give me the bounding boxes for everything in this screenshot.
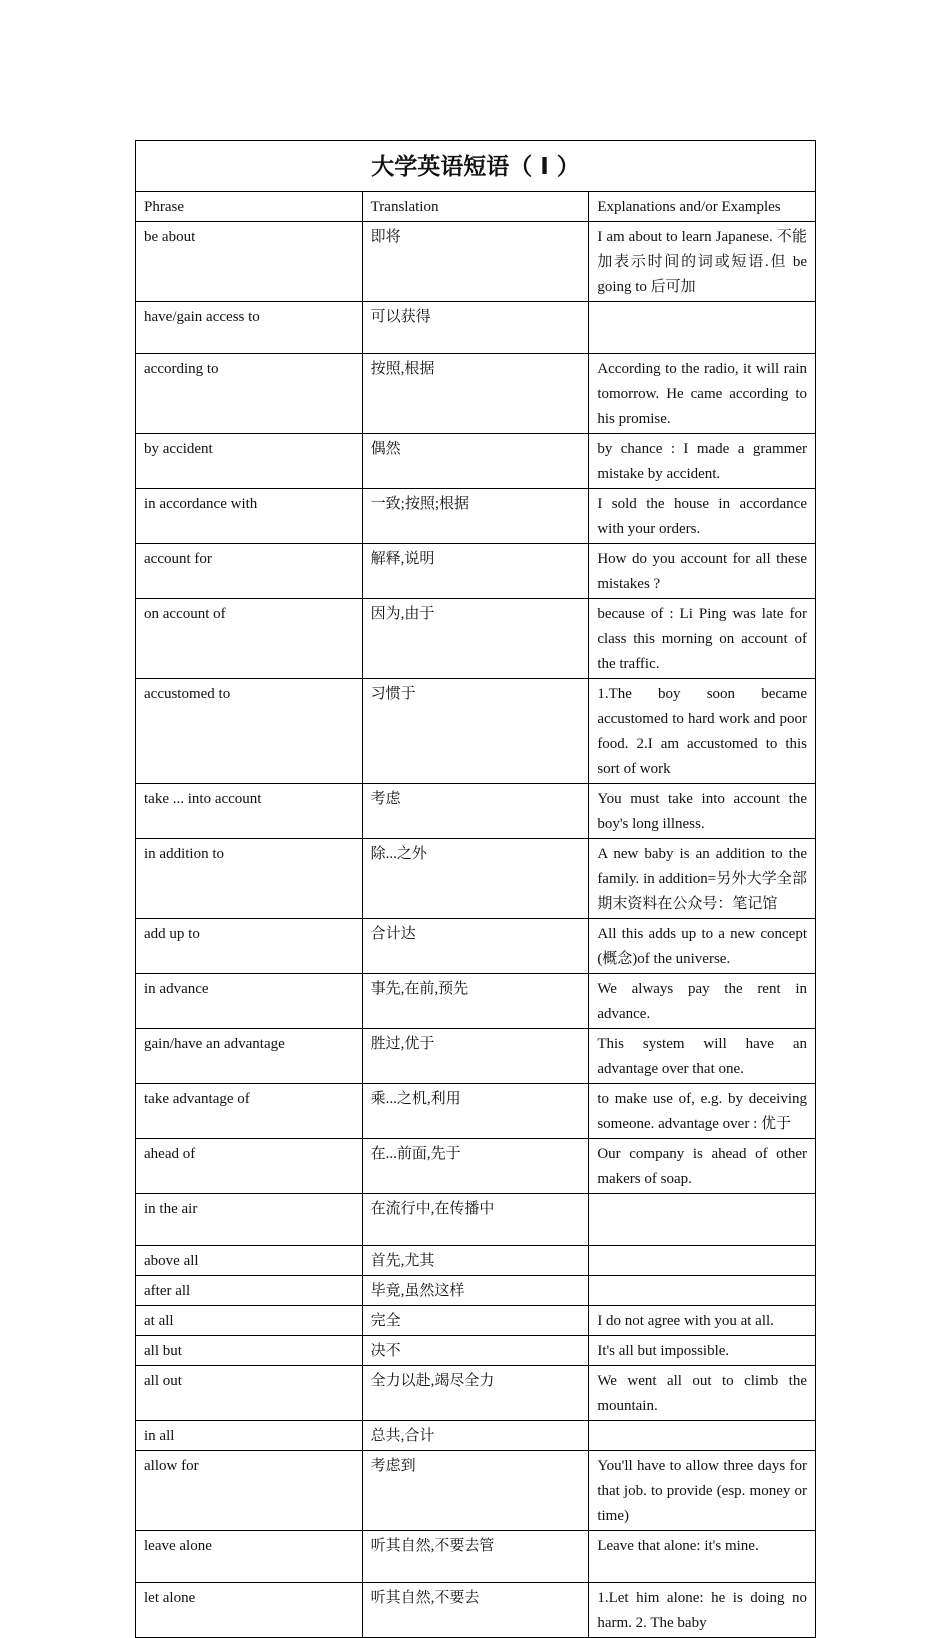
header-row [136, 192, 816, 222]
translation-cell: 完全 [362, 1306, 589, 1336]
phrase-cell: according to [136, 354, 363, 434]
translation-cell: 偶然 [362, 434, 589, 489]
explanation-cell: This system will have an advantage over that one. [589, 1029, 816, 1084]
explanation-cell: How do you account for all these mistakes ? [589, 544, 816, 599]
translation-cell: 总共,合计 [362, 1421, 589, 1451]
explanation-cell: It's all but impossible. [589, 1336, 816, 1366]
table-row [136, 599, 816, 679]
phrase-cell: above all [136, 1246, 363, 1276]
translation-cell: 考虑到 [362, 1451, 589, 1531]
phrase-cell: add up to [136, 919, 363, 974]
table-row [136, 302, 816, 354]
phrase-cell: accustomed to [136, 679, 363, 784]
translation-cell: 按照,根据 [362, 354, 589, 434]
phrase-cell: after all [136, 1276, 363, 1306]
phrase-cell: by accident [136, 434, 363, 489]
explanation-cell: Leave that alone: it's mine. [589, 1531, 816, 1583]
translation-cell: 毕竟,虽然这样 [362, 1276, 589, 1306]
translation-cell: 解释,说明 [362, 544, 589, 599]
explanation-cell: A new baby is an addition to the family. in addition=另外大学全部期末资料在公众号：笔记馆 [589, 839, 816, 919]
explanation-cell: I sold the house in accordance with your orders. [589, 489, 816, 544]
title-row [136, 141, 816, 192]
explanation-cell: because of : Li Ping was late for class this morning on account of the traffic. [589, 599, 816, 679]
table-row [136, 1194, 816, 1246]
explanation-cell: You must take into account the boy's long illness. [589, 784, 816, 839]
phrase-cell: on account of [136, 599, 363, 679]
table-row [136, 354, 816, 434]
explanation-cell [589, 302, 816, 354]
table-row [136, 1421, 816, 1451]
table-row [136, 1451, 816, 1531]
explanation-cell: I am about to learn Japanese. 不能加表示时间的词或短语.但 be going to 后可加 [589, 222, 816, 302]
table-row [136, 1336, 816, 1366]
phrase-table [135, 140, 816, 1638]
table-row [136, 839, 816, 919]
table-row [136, 544, 816, 599]
phrase-cell: gain/have an advantage [136, 1029, 363, 1084]
table-row [136, 489, 816, 544]
table-row [136, 1531, 816, 1583]
explanation-cell: 1.The boy soon became accustomed to hard work and poor food. 2.I am accustomed to this sort of work [589, 679, 816, 784]
explanation-cell: We went all out to climb the mountain. [589, 1366, 816, 1421]
explanation-cell: 1.Let him alone: he is doing no harm. 2. The baby [589, 1583, 816, 1638]
table-row [136, 1246, 816, 1276]
phrase-cell: leave alone [136, 1531, 363, 1583]
phrase-cell: all but [136, 1336, 363, 1366]
phrase-cell: in addition to [136, 839, 363, 919]
explanation-cell [589, 1421, 816, 1451]
explanation-cell: We always pay the rent in advance. [589, 974, 816, 1029]
phrase-cell: allow for [136, 1451, 363, 1531]
translation-cell: 合计达 [362, 919, 589, 974]
header-translation: Translation [362, 192, 589, 222]
table-row [136, 784, 816, 839]
header-phrase: Phrase [136, 192, 363, 222]
explanation-cell: Our company is ahead of other makers of soap. [589, 1139, 816, 1194]
phrase-cell: in all [136, 1421, 363, 1451]
phrase-cell: all out [136, 1366, 363, 1421]
phrase-cell: be about [136, 222, 363, 302]
explanation-cell: I do not agree with you at all. [589, 1306, 816, 1336]
translation-cell: 除...之外 [362, 839, 589, 919]
phrase-cell: in accordance with [136, 489, 363, 544]
header-explanation: Explanations and/or Examples [589, 192, 816, 222]
explanation-cell: All this adds up to a new concept (概念)of the universe. [589, 919, 816, 974]
translation-cell: 习惯于 [362, 679, 589, 784]
translation-cell: 在流行中,在传播中 [362, 1194, 589, 1246]
explanation-cell: According to the radio, it will rain tomorrow. He came according to his promise. [589, 354, 816, 434]
translation-cell: 乘...之机,利用 [362, 1084, 589, 1139]
translation-cell: 听其自然,不要去 [362, 1583, 589, 1638]
table-row [136, 974, 816, 1029]
translation-cell: 在...前面,先于 [362, 1139, 589, 1194]
table-row [136, 919, 816, 974]
translation-cell: 一致;按照;根据 [362, 489, 589, 544]
explanation-cell: by chance : I made a grammer mistake by accident. [589, 434, 816, 489]
table-row [136, 222, 816, 302]
phrase-cell: in advance [136, 974, 363, 1029]
table-row [136, 1084, 816, 1139]
table-row [136, 1366, 816, 1421]
translation-cell: 首先,尤其 [362, 1246, 589, 1276]
explanation-cell [589, 1276, 816, 1306]
phrase-cell: take ... into account [136, 784, 363, 839]
translation-cell: 决不 [362, 1336, 589, 1366]
phrase-cell: have/gain access to [136, 302, 363, 354]
table-row [136, 434, 816, 489]
table-row [136, 1306, 816, 1336]
table-row [136, 1029, 816, 1084]
translation-cell: 胜过,优于 [362, 1029, 589, 1084]
translation-cell: 因为,由于 [362, 599, 589, 679]
phrase-cell: at all [136, 1306, 363, 1336]
phrase-cell: let alone [136, 1583, 363, 1638]
explanation-cell: to make use of, e.g. by deceiving someone. advantage over : 优于 [589, 1084, 816, 1139]
translation-cell: 听其自然,不要去管 [362, 1531, 589, 1583]
translation-cell: 全力以赴,竭尽全力 [362, 1366, 589, 1421]
translation-cell: 事先,在前,预先 [362, 974, 589, 1029]
phrase-cell: in the air [136, 1194, 363, 1246]
table-row [136, 1583, 816, 1638]
translation-cell: 即将 [362, 222, 589, 302]
translation-cell: 考虑 [362, 784, 589, 839]
table-row [136, 1276, 816, 1306]
phrase-cell: account for [136, 544, 363, 599]
explanation-cell [589, 1246, 816, 1276]
phrase-cell: take advantage of [136, 1084, 363, 1139]
explanation-cell [589, 1194, 816, 1246]
document-title: 大学英语短语（ I ） [136, 141, 816, 192]
explanation-cell: You'll have to allow three days for that job. to provide (esp. money or time) [589, 1451, 816, 1531]
phrase-cell: ahead of [136, 1139, 363, 1194]
table-row [136, 679, 816, 784]
translation-cell: 可以获得 [362, 302, 589, 354]
table-row [136, 1139, 816, 1194]
